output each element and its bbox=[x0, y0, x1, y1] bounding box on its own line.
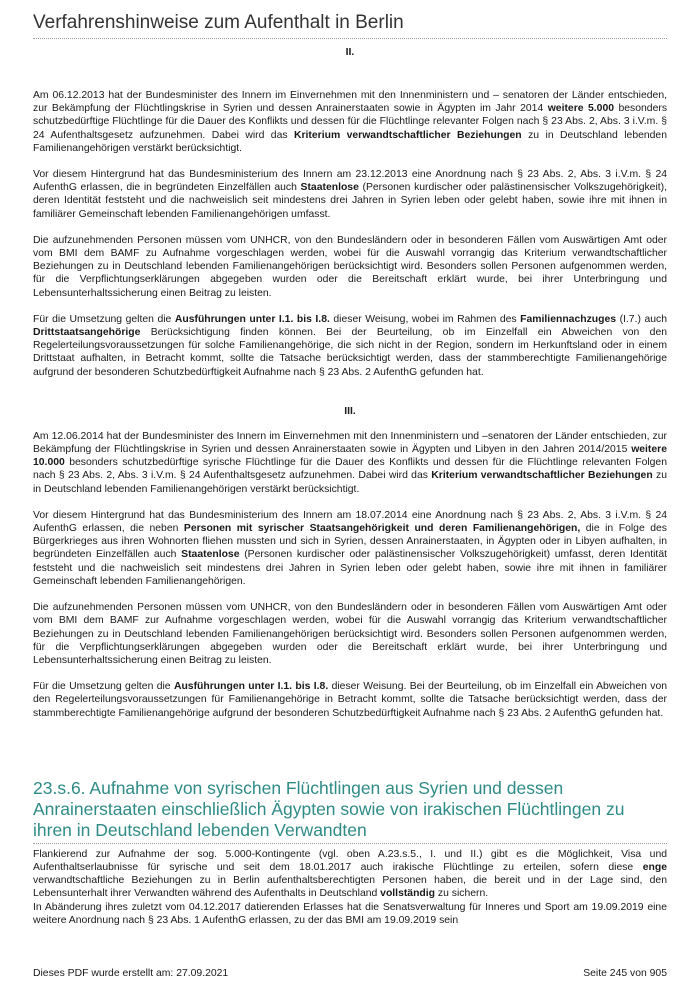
section-iii-paragraph-4: Für die Umsetzung gelten die Ausführungen unter I.1. bis I.8. dieser Weisung. Bei der Beurteilung, ob im Einzelfall ein Abweichen von den Regelerteilungsvoraussetzungen für Familienangehörige in Betracht kommt, sollte die Tatsache berücksichtigt werden, dass der stammberechtigte Familienangehörige aufgrund der besonderen Schutzbedürftigkeit Aufnahme nach § 23 Abs. 2 AufenthG gefunden hat. bbox=[33, 681, 667, 719]
section-ii-paragraph-1: Am 06.12.2013 hat der Bundesminister des Innern im Einvernehmen mit den Innenministern und – senatoren der Länder entschieden, zur Bekämpfung der Flüchtlingskrise in Syrien und dessen Anrainerstaaten sowie in Ägypten im Jahr 2014 weitere 5.000 besonders schutzbedürftige Flüchtlinge für die Dauer des Konflikts und dessen für die Flüchtlinge relevanter Folgen nach § 23 Abs. 2, Abs. 3 i.V.m. § 24 Aufenthaltsgesetz aufzunehmen. Dabei wird das Kriterium verwandtschaftlicher Beziehungen zu in Deutschland lebenden Familienangehörigen verstärkt berücksichtigt. bbox=[33, 90, 668, 154]
section-ii-paragraph-4: Für die Umsetzung gelten die Ausführungen unter I.1. bis I.8. dieser Weisung, wobei im Rahmen des Familiennachzuges (I.7.) auch Drittstaatsangehörige Berücksichtigung finden können. Bei der Beurteilung, ob im Einzelfall ein Abweichen von den Regelerteilungsvoraussetzungen für solche Familienangehörige, die sich nicht in der Region, sondern im Herkunftsland oder in einem Drittstaat aufhalten, in Betracht kommt, sollte die Tatsache berücksichtigt werden, dass der stammberechtigte Familienangehörige aufgrund der besonderen Schutzbedürftigkeit Aufnahme nach § 23 Abs. 2 AufenthG gefunden hat. bbox=[33, 313, 667, 378]
footer-created-date: Dieses PDF wurde erstellt am: 27.09.2021 bbox=[33, 968, 229, 979]
section-number-iii: III. bbox=[344, 405, 356, 417]
page-footer bbox=[33, 967, 667, 980]
footer-page-number: Seite 245 von 905 bbox=[583, 968, 667, 979]
page-header-title: Verfahrenshinweise zum Aufenthalt in Berlin bbox=[33, 11, 667, 39]
section-23s6-heading: 23.s.6. Aufnahme von syrischen Flüchtlingen aus Syrien und dessen Anrainerstaaten einschließlich Ägypten sowie von irakischen Flüchtlingen zu ihren in Deutschland lebenden Verwandten bbox=[33, 778, 667, 844]
section-ii-paragraph-3: Die aufzunehmenden Personen müssen vom UNHCR, von den Bundesländern oder in besonderen Fällen vom Auswärtigen Amt oder vom BMI dem BAMF zu Aufnahme vorgeschlagen werden, wobei für die Auswahl vorrangig das Kriterium verwandtschaftlicher Beziehungen zu in Deutschland lebenden Familienangehörigen berücksichtigt wird. Besonders sollen Personen aufgenommen werden, für die Verpflichtungserklärungen abgegeben wurden oder die Bereitschaft erklärt wurde, bei ihrer Unterbringung und Lebensunterhaltssicherung einen Beitrag zu leisten. bbox=[33, 234, 667, 299]
section-23s6-paragraph-1: Flankierend zur Aufnahme der sog. 5.000-Kontingente (vgl. oben A.23.s.5., I. und II.) gibt es die Möglichkeit, Visa und Aufenthaltserlaubnisse für syrische und seit dem 18.01.2017 auch irakische Flüchtlinge zu erteilen, sofern diese enge verwandtschaftliche Beziehungen zu in Berlin aufenthaltsberechtigten Personen haben, die bereit und in der Lage sind, den Lebensunterhalt ihrer Verwandten während des Aufenthalts in Deutschland vollständig zu sichern. bbox=[33, 848, 667, 900]
section-iii-paragraph-1: Am 12.06.2014 hat der Bundesminister des Innern im Einvernehmen mit den Innenministern und –senatoren der Länder entschieden, zur Bekämpfung der Flüchtlingskrise in Syrien und dessen Anrainerstaaten sowie in Ägypten und Libyen in den Jahren 2014/2015 weitere 10.000 besonders schutzbedürftige syrische Flüchtlinge für die Dauer des Konflikts und dessen für die Flüchtlinge relevanten Folgen nach § 23 Abs. 2, Abs. 3 i.V.m. § 24 Aufenthaltsgesetz aufzunehmen. Dabei wird das Kriterium verwandtschaftlicher Beziehungen zu in Deutschland lebenden Familienangehörigen verstärkt berücksichtigt. bbox=[33, 430, 667, 495]
section-iii-paragraph-3: Die aufzunehmenden Personen müssen vom UNHCR, von den Bundesländern oder in besonderen Fällen vom Auswärtigen Amt oder vom BMI dem BAMF zur Aufnahme vorgeschlagen werden, wobei für die Auswahl vorrangig das Kriterium verwandtschaftlicher Beziehungen zu in Deutschland lebenden Familienangehörigen berücksichtigt wird. Besonders sollen Personen aufgenommen werden, für die Verpflichtungserklärungen abgegeben wurden oder die Bereitschaft erklärt wurde, bei ihrer Unterbringung und Lebensunterhaltssicherung einen Beitrag zu leisten. bbox=[33, 602, 667, 666]
section-ii-paragraph-2: Vor diesem Hintergrund hat das Bundesministerium des Innern am 23.12.2013 eine Anordnung nach § 23 Abs. 2, Abs. 3 i.V.m. § 24 AufenthG erlassen, die in begründeten Einzelfällen auch Staatenlose (Personen kurdischer oder palästinensischer Volkszugehörigkeit), deren Identität feststeht und die nachweislich seit mindestens drei Jahren in Syrien leben oder gelebt haben, sowie ihre mit ihnen in familiärer Gemeinschaft lebenden Familienangehörigen umfasst. bbox=[33, 169, 667, 220]
document-page bbox=[33, 0, 667, 990]
section-number-ii: II. bbox=[345, 47, 355, 58]
section-iii-paragraph-2: Vor diesem Hintergrund hat das Bundesministerium des Innern am 18.07.2014 eine Anordnung nach § 23 Abs. 2, Abs. 3 i.V.m. § 24 AufenthG erlassen, die neben Personen mit syrischer Staatsangehörigkeit und deren Familienangehörigen, die in Folge des Bürgerkrieges aus ihren Wohnorten fliehen mussten und sich in Syrien, dessen Anrainerstaaten, in Ägypten oder in Libyen aufhalten, in begründeten Einzelfällen auch Staatenlose (Personen kurdischer oder palästinensischer Volkszugehörigkeit) umfasst, deren Identität feststeht und die nachweislich seit mindestens drei Jahren in Syrien leben oder gelebt haben, sowie ihre mit ihnen in familiärer Gemeinschaft lebenden Familienangehörigen. bbox=[33, 509, 667, 587]
section-23s6-paragraph-2: In Abänderung ihres zuletzt vom 04.12.2017 datierenden Erlasses hat die Senatsverwaltung für Inneres und Sport am 19.09.2019 eine weitere Anordnung nach § 23 Abs. 1 AufenthG erlassen, zu der das BMI am 19.09.2019 sein bbox=[33, 901, 667, 926]
